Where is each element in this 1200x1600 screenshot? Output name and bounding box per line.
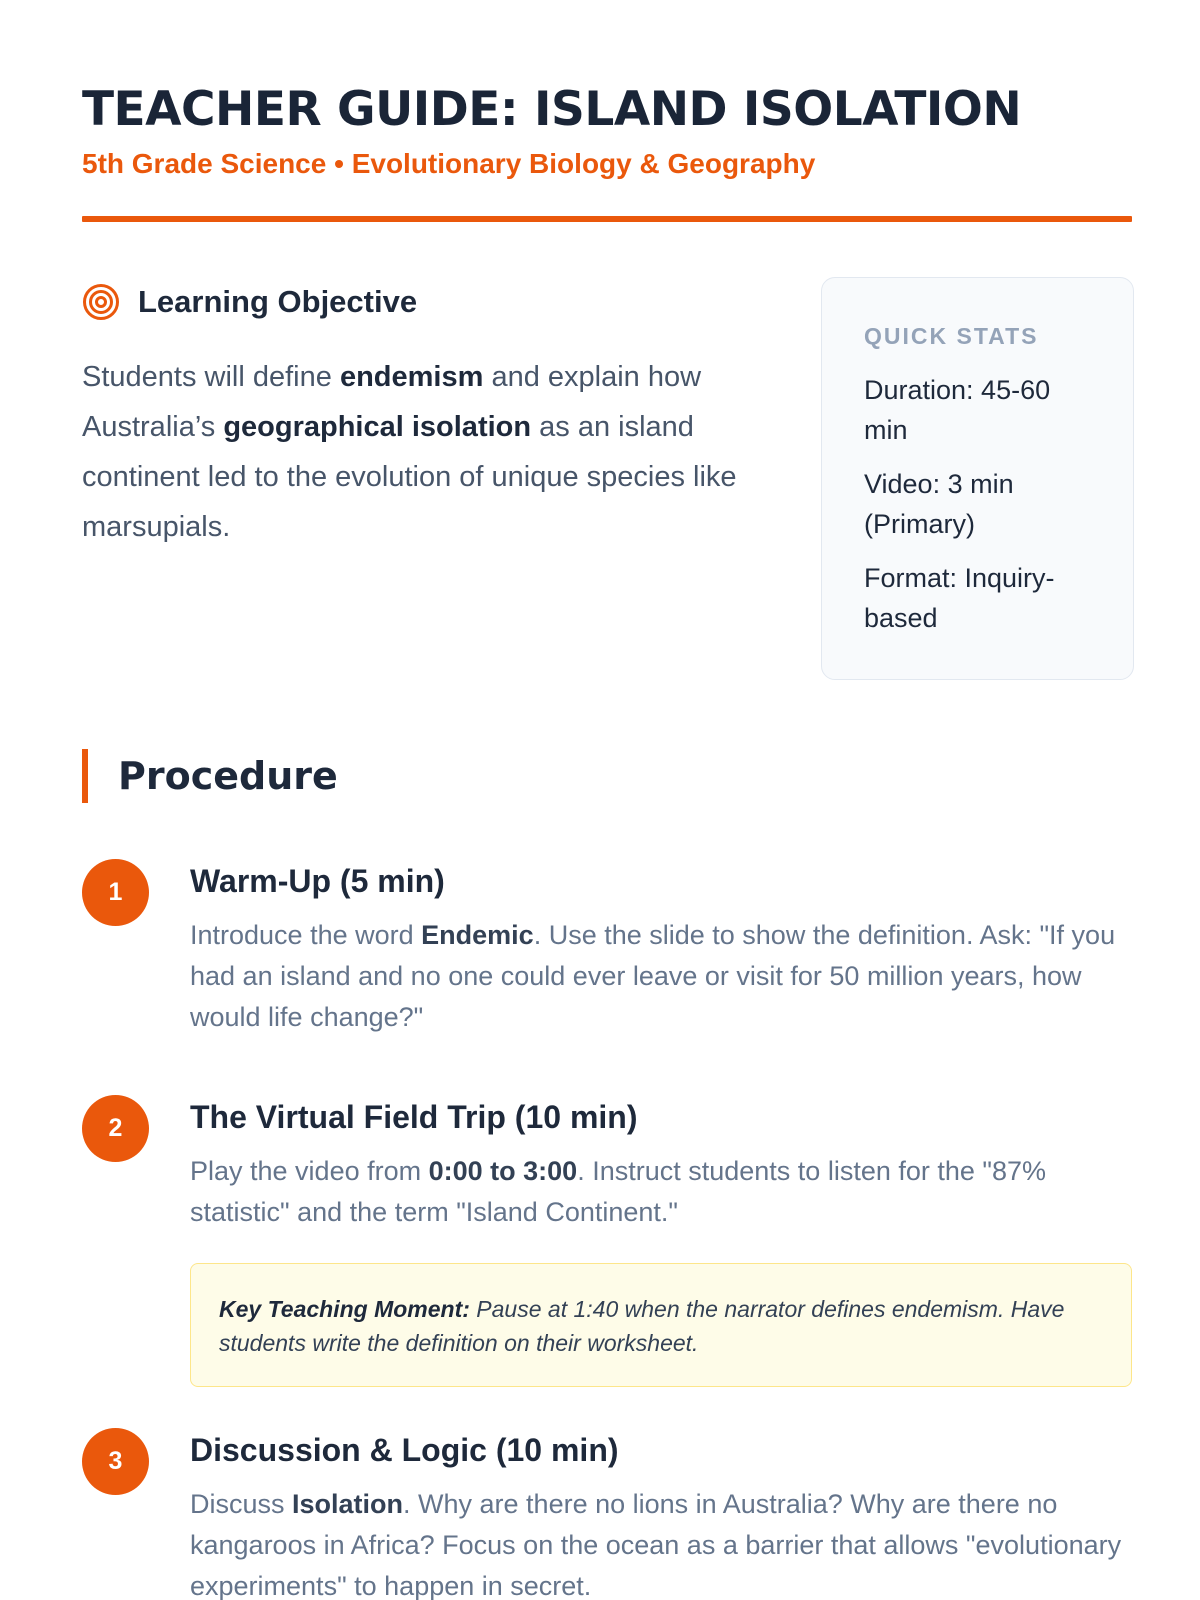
step-text-part: Discuss: [190, 1489, 293, 1519]
stat-duration: Duration: 45-60 min: [864, 375, 1051, 445]
objective-text-part: and explain how Australia’s: [82, 361, 702, 443]
step-body: [190, 1095, 1132, 1387]
procedure-heading: Procedure: [118, 754, 338, 798]
step-text-part: Introduce the word: [190, 920, 422, 950]
step-text: [190, 915, 1132, 1038]
step-text: [190, 1484, 1132, 1600]
step-key-term: Endemic: [421, 920, 534, 950]
step-key-term: Isolation: [292, 1489, 404, 1519]
page-subtitle: 5th Grade Science • Evolutionary Biology & Geography: [82, 148, 816, 179]
callout-label: Key Teaching Moment:: [219, 1296, 470, 1322]
page-title: TEACHER GUIDE: ISLAND ISOLATION: [82, 82, 1022, 137]
step-body: [190, 859, 1132, 1038]
stat-format: Format: Inquiry-based: [864, 563, 1055, 633]
learning-objective-header: [82, 283, 417, 321]
stat-video: Video: 3 min (Primary): [864, 469, 1014, 539]
objective-term-endemism: endemism: [339, 361, 484, 393]
objective-text-part: as an island continent led to the evolution of unique species like marsupials.: [82, 411, 737, 543]
teacher-guide-page: [82, 0, 1132, 1600]
step-number-badge: 1: [82, 859, 149, 926]
quick-stats-label: QUICK STATS: [864, 323, 1039, 349]
procedure-header: [82, 749, 338, 803]
step-title: The Virtual Field Trip (10 min): [190, 1099, 638, 1135]
quick-stats-card: [821, 277, 1134, 680]
step-body: [190, 1428, 1132, 1600]
key-teaching-moment-callout: [190, 1263, 1132, 1387]
step-text-part: . Use the slide to show the definition. Ask: "If you had an island and no one could ever leave or visit for 50 million years, how would life change?": [190, 920, 1116, 1032]
step-number-badge: 2: [82, 1095, 149, 1162]
step-title: Discussion & Logic (10 min): [190, 1432, 619, 1468]
step-text-part: . Instruct students to listen for the "87% statistic" and the term "Island Continent.": [190, 1156, 1047, 1227]
procedure-accent-bar: [82, 749, 88, 803]
header-divider: [82, 216, 1132, 222]
step-title: Warm-Up (5 min): [190, 863, 445, 899]
learning-objective-text: [82, 352, 747, 552]
step-text-part: . Why are there no lions in Australia? Why are there no kangaroos in Africa? Focus on the ocean as a barrier that allows "evolutionary experiments" to happen in secret.: [190, 1489, 1122, 1600]
step-text: [190, 1151, 1132, 1233]
learning-objective-heading: Learning Objective: [138, 284, 418, 319]
step-text-part: Play the video from: [190, 1156, 429, 1186]
objective-text-part: Students will define: [82, 361, 340, 393]
target-icon: [82, 283, 120, 321]
step-key-term: 0:00 to 3:00: [428, 1156, 578, 1186]
callout-text: Pause at 1:40 when the narrator defines endemism. Have students write the definition on their worksheet.: [219, 1296, 1065, 1356]
step-number-badge: 3: [82, 1428, 149, 1495]
objective-term-isolation: geographical isolation: [223, 411, 532, 443]
